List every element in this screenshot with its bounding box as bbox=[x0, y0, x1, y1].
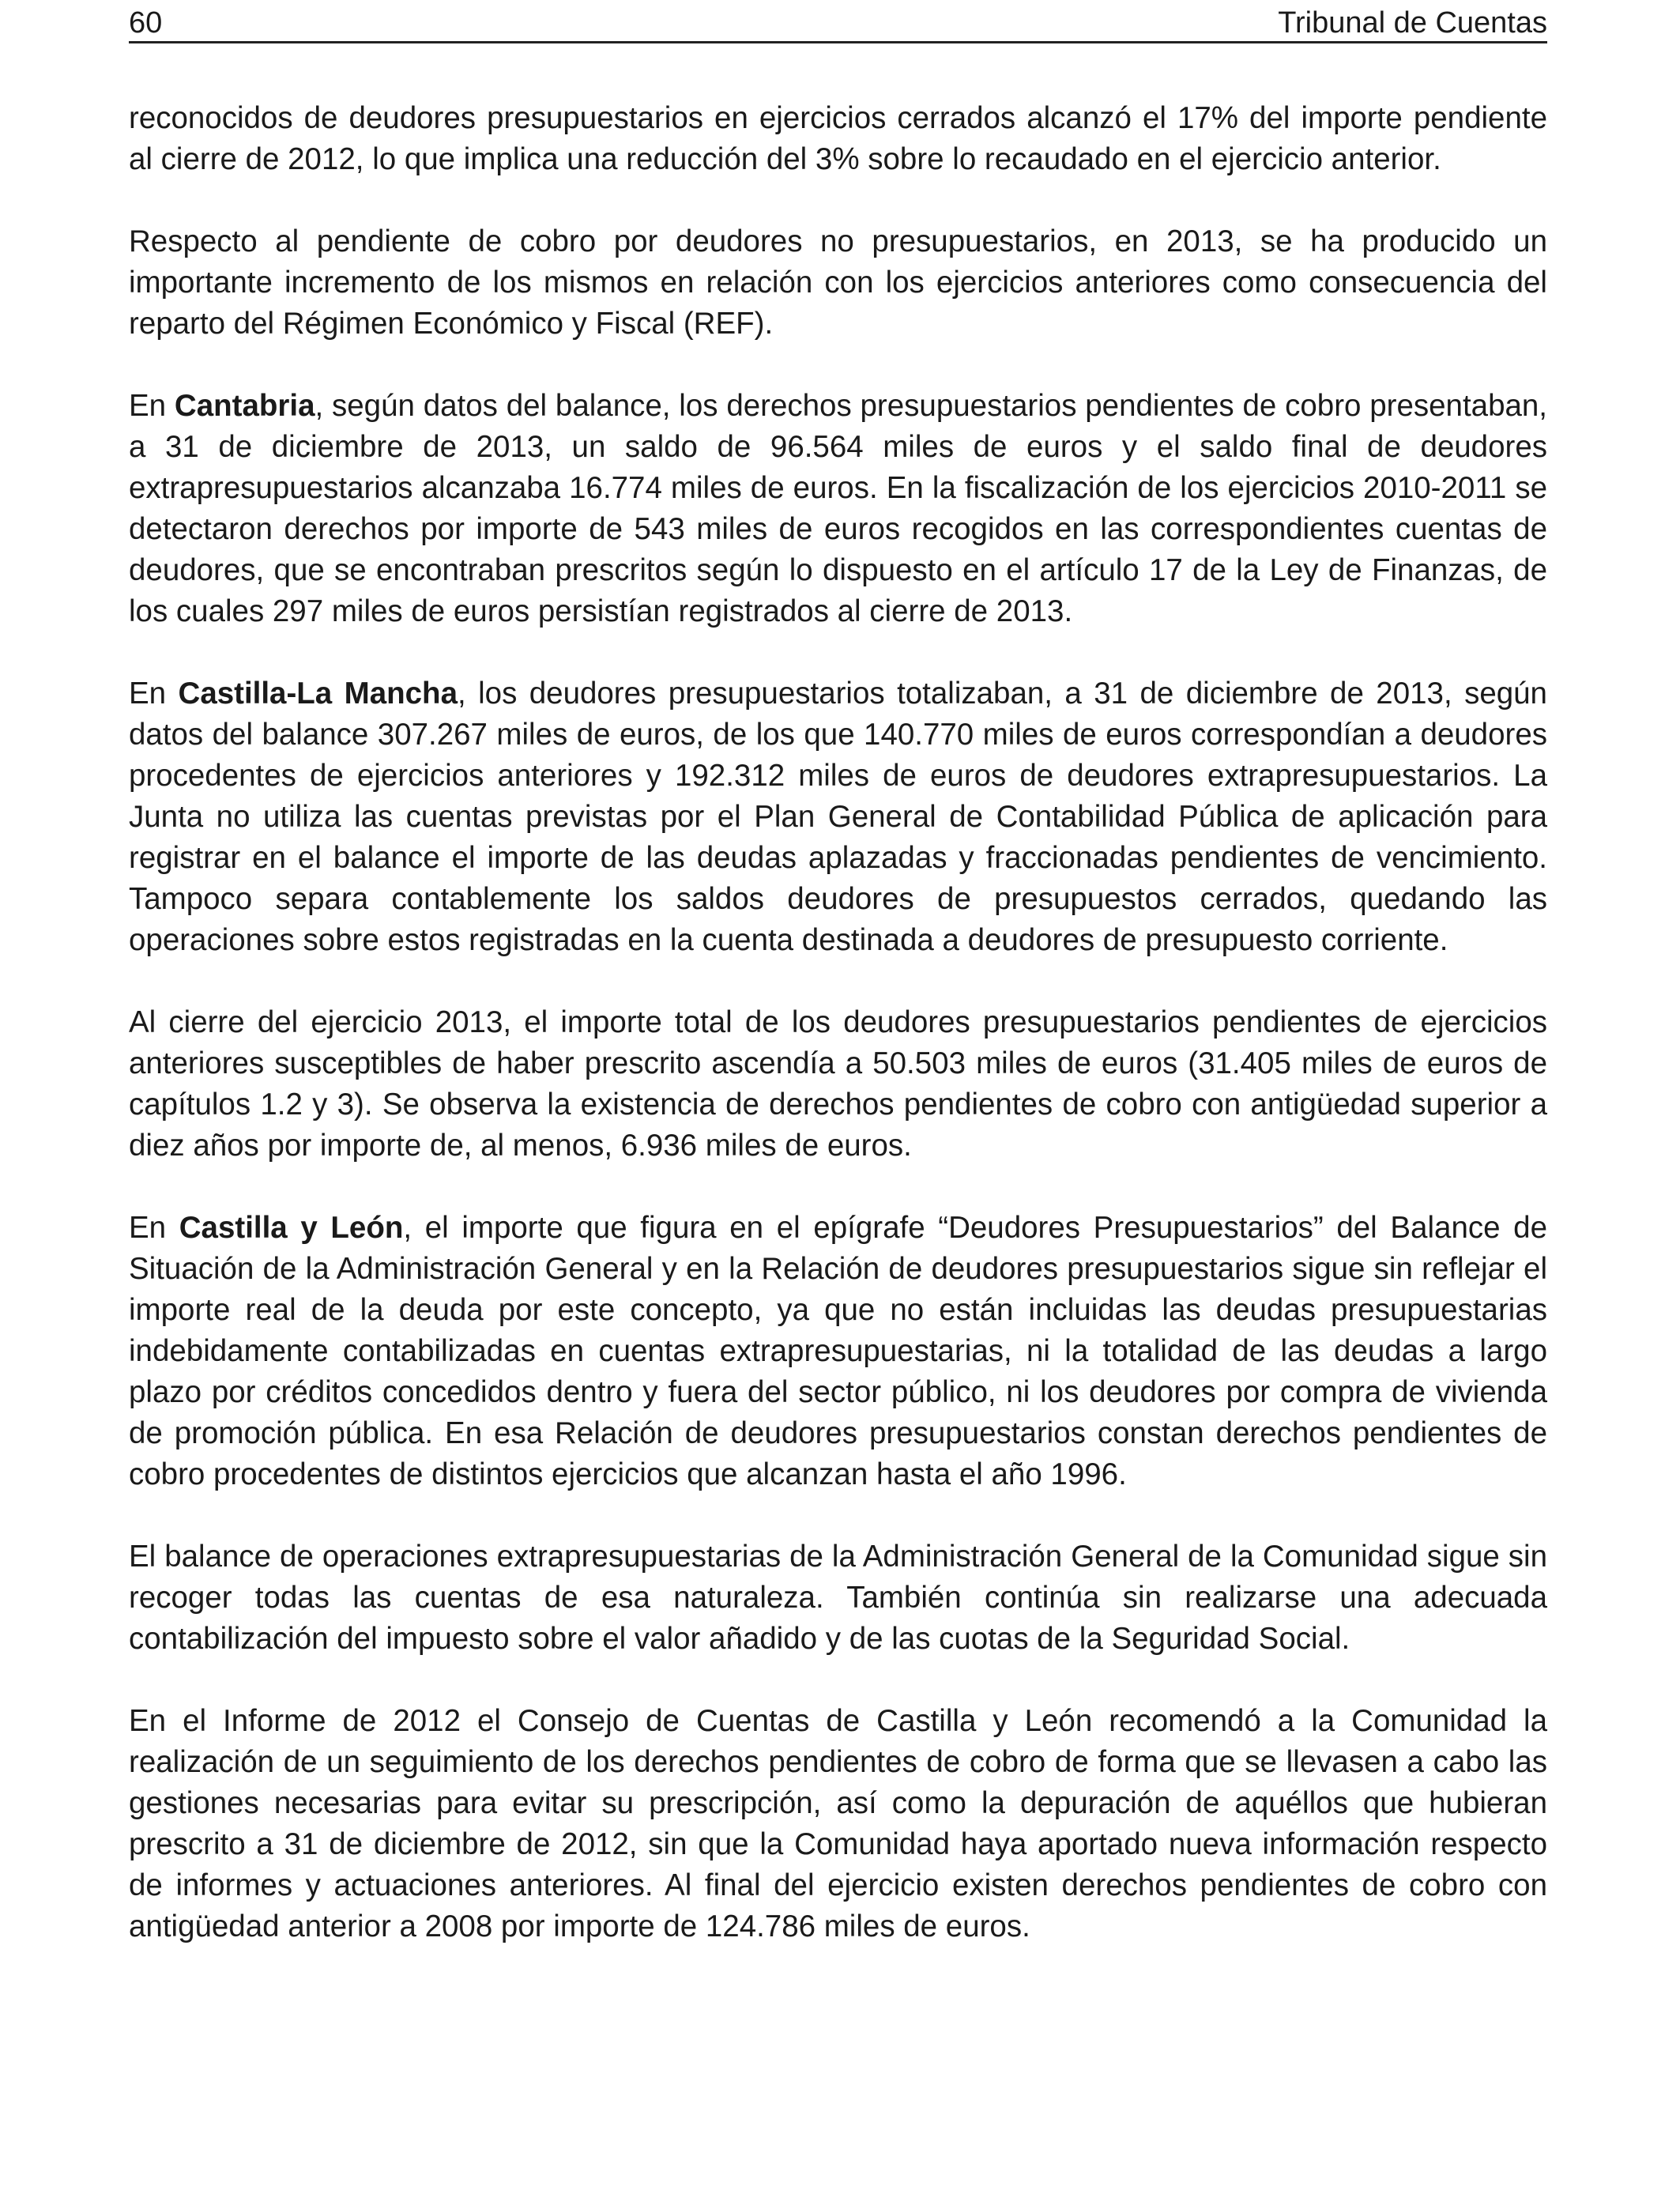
document-page bbox=[129, 0, 1547, 1989]
page-number: 60 bbox=[129, 6, 163, 40]
paragraph bbox=[129, 1701, 1547, 1947]
paragraph-text: , el importe que figura en el epígrafe “Deudores Presupuestarios” del Balance de Situación de la Administración General y en la Relación de deudores presupuestarios sigue sin reflejar el importe real de la deuda por este concepto, ya que no están incluidas las deudas presupuestarias indebidamente contabilizadas en cuentas extrapresupuestarias, ni la totalidad de las deudas a largo plazo por créditos concedidos dentro y fuera del sector público, ni los deudores por compra de vivienda de promoción pública. En esa Relación de deudores presupuestarios constan derechos pendientes de cobro procedentes de distintos ejercicios que alcanzan hasta el año 1996. bbox=[129, 1211, 1547, 1491]
page-header bbox=[129, 0, 1547, 43]
paragraph bbox=[129, 1002, 1547, 1167]
paragraph-text: Respecto al pendiente de cobro por deudores no presupuestarios, en 2013, se ha producido un importante incremento de los mismos en relación con los ejercicios anteriores como consecuencia del reparto del Régimen Económico y Fiscal (REF). bbox=[129, 224, 1547, 341]
paragraph-text: reconocidos de deudores presupuestarios en ejercicios cerrados alcanzó el 17% del importe pendiente al cierre de 2012, lo que implica una reducción del 3% sobre lo recaudado en el ejercicio anterior. bbox=[129, 101, 1547, 176]
paragraph-lead: En bbox=[129, 1211, 179, 1245]
paragraph bbox=[129, 221, 1547, 345]
paragraph-cantabria bbox=[129, 386, 1547, 632]
paragraph-region: Castilla-La Mancha bbox=[178, 677, 458, 711]
header-title: Tribunal de Cuentas bbox=[1278, 6, 1547, 40]
paragraph-region: Cantabria bbox=[174, 389, 315, 423]
paragraph-lead: En bbox=[129, 677, 179, 711]
document-body bbox=[129, 98, 1547, 1947]
paragraph-castilla-la-mancha bbox=[129, 673, 1547, 961]
paragraph-text: En el Informe de 2012 el Consejo de Cuentas de Castilla y León recomendó a la Comunidad la realización de un seguimiento de los derechos pendientes de cobro de forma que se llevasen a cabo las gestiones necesarias para evitar su prescripción, así como la depuración de aquéllos que hubieran prescrito a 31 de diciembre de 2012, sin que la Comunidad haya aportado nueva información respecto de informes y actuaciones anteriores. Al final del ejercicio existen derechos pendientes de cobro con antigüedad anterior a 2008 por importe de 124.786 miles de euros. bbox=[129, 1704, 1547, 1943]
paragraph bbox=[129, 98, 1547, 180]
paragraph-lead: En bbox=[129, 389, 175, 423]
paragraph-castilla-y-leon bbox=[129, 1208, 1547, 1495]
paragraph-region: Castilla y León bbox=[179, 1211, 404, 1245]
paragraph-text: El balance de operaciones extrapresupuestarias de la Administración General de la Comunidad sigue sin recoger todas las cuentas de esa naturaleza. También continúa sin realizarse una adecuada contabilización del impuesto sobre el valor añadido y de las cuotas de la Seguridad Social. bbox=[129, 1540, 1547, 1656]
paragraph-text: , los deudores presupuestarios totalizaban, a 31 de diciembre de 2013, según datos del balance 307.267 miles de euros, de los que 140.770 miles de euros correspondían a deudores procedentes de ejercicios anteriores y 192.312 miles de euros de deudores extrapresupuestarios. La Junta no utiliza las cuentas previstas por el Plan General de Contabilidad Pública de aplicación para registrar en el balance el importe de las deudas aplazadas y fraccionadas pendientes de vencimiento. Tampoco separa contablemente los saldos deudores de presupuestos cerrados, quedando las operaciones sobre estos registradas en la cuenta destinada a deudores de presupuesto corriente. bbox=[129, 677, 1547, 957]
paragraph bbox=[129, 1536, 1547, 1660]
paragraph-text: Al cierre del ejercicio 2013, el importe total de los deudores presupuestarios pendientes de ejercicios anteriores susceptibles de haber prescrito ascendía a 50.503 miles de euros (31.405 miles de euros de capítulos 1.2 y 3). Se observa la existencia de derechos pendientes de cobro con antigüedad superior a diez años por importe de, al menos, 6.936 miles de euros. bbox=[129, 1005, 1547, 1163]
paragraph-text: , según datos del balance, los derechos presupuestarios pendientes de cobro presentaban, a 31 de diciembre de 2013, un saldo de 96.564 miles de euros y el saldo final de deudores extrapresupuestarios alcanzaba 16.774 miles de euros. En la fiscalización de los ejercicios 2010-2011 se detectaron derechos por importe de 543 miles de euros recogidos en las correspondientes cuentas de deudores, que se encontraban prescritos según lo dispuesto en el artículo 17 de la Ley de Finanzas, de los cuales 297 miles de euros persistían registrados al cierre de 2013. bbox=[129, 389, 1547, 628]
